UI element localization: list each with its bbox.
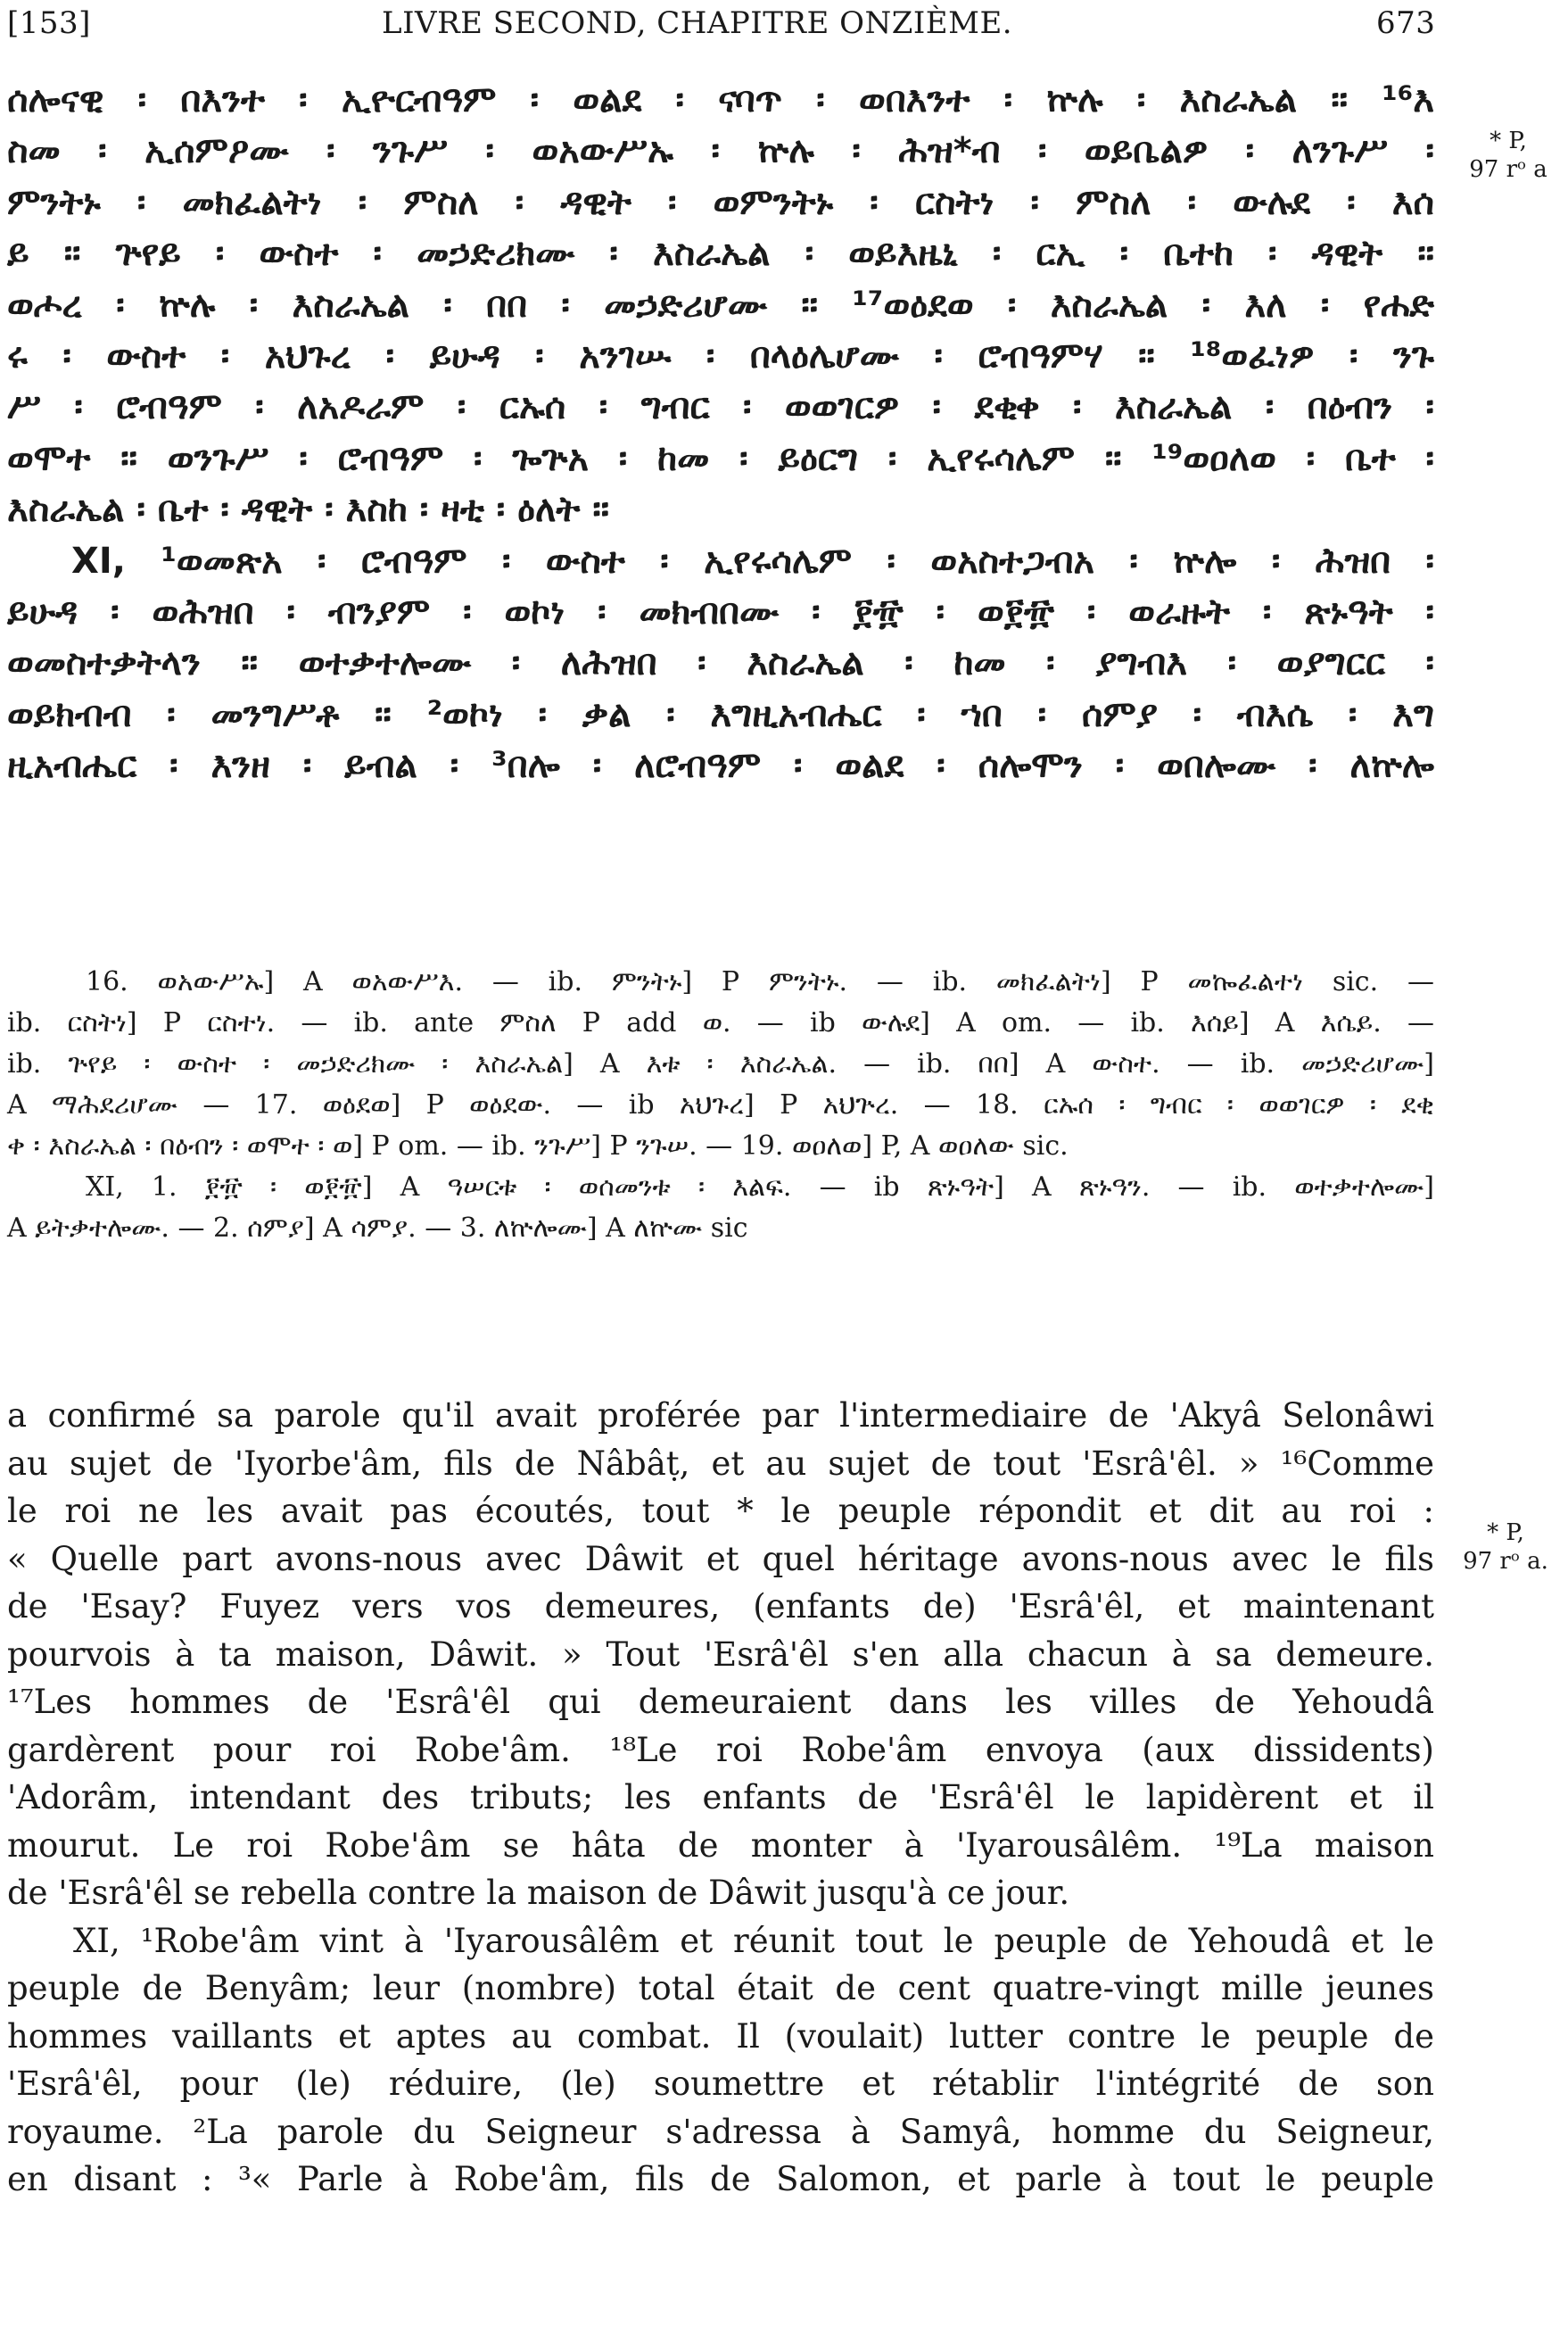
translation-line: gardèrent pour roi Robe'âm. ¹⁸Le roi Robe'âm envoya (aux dissidents) (7, 1730, 1434, 1769)
translation-line: « Quelle part avons-nous avec Dâwit et quel héritage avons-nous avec le fils (7, 1539, 1434, 1578)
translation-line: royaume. ²La parole du Seigneur s'adressa à Samyâ, homme du Seigneur, (7, 2112, 1434, 2151)
translation-line: en disant : ³« Parle à Robe'âm, fils de Salomon, et parle à tout le peuple (7, 2160, 1434, 2198)
translation-line: au sujet de 'Iyorbe'âm, fils de Nâbâṭ, et au sujet de tout 'Esrâ'êl. » ¹⁶Comme (7, 1444, 1434, 1483)
ethiopic-line: ሩ ፡ ውስተ ፡ አህጉረ ፡ ይሁዳ ፡ አንገሡ ፡ በላዕሌሆሙ ፡ ሮብዓምሃ ። ¹⁸ወፈነዎ ፡ ንጉ (7, 335, 1434, 377)
running-title: LIVRE SECOND, CHAPITRE ONZIÈME. (382, 5, 1013, 41)
page-header (7, 5, 1568, 52)
footnote-line: XI, 1. ፻፹ ፡ ወ፻፹] A ዓሠርቱ ፡ ወሰመንቱ ፡ እልፍ. — ib ጽኑዓት] A ጽኑዓን. — ib. ወተቃተሎሙ] (86, 1171, 1434, 1203)
ethiopic-line: ወሖረ ፡ ኵሉ ፡ እስራኤል ፡ በበ ፡ መኃድሪሆሙ ። ¹⁷ወዕደወ ፡ እስራኤል ፡ እለ ፡ የሐድ (7, 284, 1434, 326)
footnote-line: A ይትቃተሎሙ. — 2. ሰምያ] A ሳምያ. — 3. ለኵሎሙ] A ለኵሙ sic (7, 1212, 748, 1244)
translation-line: peuple de Benyâm; leur (nombre) total était de cent quatre-vingt mille jeunes (7, 1969, 1434, 2007)
margin-note-line: * P, (1490, 128, 1527, 154)
ethiopic-line: ስመ ፡ ኢሰምዖሙ ፡ ንጉሥ ፡ ወአውሥኡ ፡ ኵሉ ፡ ሕዝ*ብ ፡ ወይቤልዎ ፡ ለንጉሥ ፡ (7, 130, 1434, 172)
translation-line: XI, ¹Robe'âm vint à 'Iyarousâlêm et réunit tout le peuple de Yehoudâ et le (73, 1921, 1434, 1960)
ethiopic-line: ዚአብሔር ፡ እንዘ ፡ ይብል ፡ ³በሎ ፡ ለሮብዓም ፡ ወልደ ፡ ሰሎሞን ፡ ወበሎሙ ፡ ለኵሎ (7, 745, 1434, 787)
ethiopic-line: XI, ¹ወመጽአ ፡ ሮብዓም ፡ ውስተ ፡ ኢየሩሳሌም ፡ ወአስተጋብአ ፡ ኵሎ ፡ ሕዝበ ፡ (71, 540, 1434, 582)
margin-note-line: 97 rᵒ a (1469, 156, 1547, 183)
translation-line: mourut. Le roi Robe'âm se hâta de monter à 'Iyarousâlêm. ¹⁹La maison (7, 1825, 1434, 1865)
page-number: 673 (1376, 5, 1436, 41)
margin-note-line: 97 rᵒ a. (1463, 1548, 1548, 1575)
translation-line: hommes vaillants et aptes au combat. Il (voulait) lutter contre le peuple de (7, 2016, 1434, 2056)
footnote-line: ib. ጕየይ ፡ ውስተ ፡ መኃድሪክሙ ፡ እስራኤል] A እቱ ፡ እስራኤል. — ib. በበ] A ውስተ. — ib. መኃድሪሆሙ] (7, 1048, 1434, 1080)
margin-note-translation (1452, 1518, 1559, 1576)
footnote-line: ib. ርስትነ] P ርስተነ. — ib. ante ምስለ P add ወ. — ib ውሉደ] A om. — ib. እሰይ] A እሴይ. — (7, 1007, 1434, 1038)
translation-line: 'Esrâ'êl, pour (le) réduire, (le) soumettre et rétablir l'intégrité de son (7, 2065, 1434, 2103)
margin-note-line: * P, (1487, 1519, 1524, 1546)
ethiopic-line: ይ ። ጕየይ ፡ ውስተ ፡ መኃድሪክሙ ፡ እስራኤል ፡ ወይእዜኒ ፡ ርኢ ፡ ቤተከ ፡ ዳዊት ። (7, 233, 1434, 275)
critical-apparatus (7, 962, 1434, 1249)
ethiopic-line: ሰሎናዊ ፡ በእንተ ፡ ኢዮርብዓም ፡ ወልደ ፡ ናባጥ ፡ ወበእንተ ፡ ኵሉ ፡ እስራኤል ። ¹⁶እ (7, 79, 1434, 120)
ethiopic-line: ወይክብብ ፡ መንግሥቶ ። ²ወኮነ ፡ ቃል ፡ እግዚአብሔር ፡ ኀበ ፡ ሰምያ ፡ ብእሴ ፡ እግ (7, 693, 1434, 735)
translation-line: de 'Esrâ'êl se rebella contre la maison de Dâwit jusqu'à ce jour. (7, 1874, 1070, 1912)
ethiopic-line: ወመስተቃትላን ። ወተቃተሎሙ ፡ ለሕዝበ ፡ እስራኤል ፡ ከመ ፡ ያግብእ ፡ ወያግርር ፡ (7, 642, 1434, 684)
ethiopic-line: ይሁዳ ፡ ወሕዝበ ፡ ብንያም ፡ ወኮነ ፡ መክብበሙ ፡ ፻፹ ፡ ወ፻፹ ፡ ወራዙት ፡ ጽኑዓት ፡ (7, 592, 1434, 633)
ethiopic-line: ወሞተ ። ወንጉሥ ፡ ሮብዓም ፡ ጐጕአ ፡ ከመ ፡ ይዕርግ ፡ ኢየሩሳሌም ። ¹⁹ወዐለወ ፡ ቤተ ፡ (7, 437, 1434, 479)
ethiopic-line: ምንትኑ ፡ መክፈልትነ ፡ ምስለ ፡ ዳዊት ፡ ወምንትኑ ፡ ርስትነ ፡ ምስለ ፡ ውሉደ ፡ እሰ (7, 181, 1434, 223)
translation-line: de 'Esay? Fuyez vers vos demeures, (enfants de) 'Esrâ'êl, et maintenant (7, 1587, 1434, 1626)
ethiopic-line: ሥ ፡ ሮብዓም ፡ ለአዶራም ፡ ርኡሰ ፡ ግብር ፡ ወወገርዎ ፡ ደቂቀ ፡ እስራኤል ፡ በዕብን ፡ (7, 386, 1434, 428)
footnote-line: ቀ ፡ እስራኤል ፡ በዕብን ፡ ወሞተ ፡ ወ] P om. — ib. ንጉሥ] P ንጉሠ. — 19. ወዐለወ] P, A ወዐለው sic. (7, 1130, 1069, 1162)
translation-line: 'Adorâm, intendant des tributs; les enfants de 'Esrâ'êl le lapidèrent et il (7, 1778, 1434, 1816)
footnote-line: A ማሕደሪሆሙ — 17. ወዕደወ] P ወዕደው. — ib አህጉረ] P አህጕረ. — 18. ርኡሰ ፡ ግብር ፡ ወወገርዎ ፡ ደቂ (7, 1089, 1434, 1121)
page-reference: [153] (7, 5, 91, 41)
french-translation (7, 1392, 1434, 2204)
ethiopic-text-block (7, 75, 1434, 792)
margin-note-ethiopic (1459, 127, 1557, 184)
ethiopic-line: እስራኤል ፡ ቤተ ፡ ዳዊት ፡ እስከ ፡ ዛቲ ፡ ዕለት ። (7, 489, 610, 531)
translation-line: pourvois à ta maison, Dâwit. » Tout 'Esrâ'êl s'en alla chacun à sa demeure. (7, 1634, 1434, 1674)
translation-line: a confirmé sa parole qu'il avait proférée par l'intermediaire de 'Akyâ Selonâwi (7, 1396, 1434, 1435)
translation-line: le roi ne les avait pas écoutés, tout * le peuple répondit et dit au roi : (7, 1492, 1434, 1530)
translation-line: ¹⁷Les hommes de 'Esrâ'êl qui demeuraient dans les villes de Yehoudâ (7, 1683, 1434, 1721)
footnote-line: 16. ወአውሥኡ] A ወአውሥእ. — ib. ምንትኑ] P ምንትኑ. — ib. መክፈልትነ] P መኰፈልተነ sic. — (86, 966, 1434, 997)
